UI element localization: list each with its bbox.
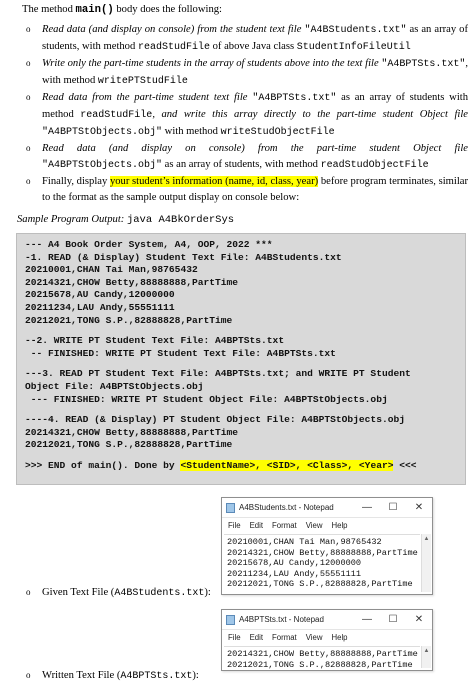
sample-output-label — [17, 214, 234, 226]
maximize-icon[interactable]: ☐ — [388, 502, 398, 513]
console-output — [16, 233, 466, 485]
notepad-window-ptsts[interactable] — [221, 609, 433, 671]
task-text: of above Java class — [209, 40, 297, 52]
task-text: as an array of students with method — [42, 92, 469, 120]
console-block-1: --- A4 Book Order System, A4, OOP, 2022 *** -1. READ (& Display) Student Text File: A4BStudents.txt 20210001,CHAN Tai Man,98765432 20214321,CHOW Betty,88888888,PartTime 20215678,AU Candy,12000000 20211234,LAU Andy,55551111 20212021,TONG S.P.,82888828,PartTime — [25, 239, 342, 326]
notepad-menubar — [222, 518, 432, 533]
task-item — [22, 90, 468, 140]
class-name: StudentInfoFileUtil — [296, 41, 411, 53]
file-name: "A4BStudents.txt" — [304, 25, 407, 36]
sample-label-text: Sample Program Output: — [17, 214, 127, 225]
notepad-text-area[interactable] — [224, 646, 420, 668]
bullet-mark: o — [26, 143, 31, 154]
task-item — [22, 174, 468, 205]
console-block-2: --2. WRITE PT Student Text File: A4BPTSts.txt -- FINISHED: WRITE PT Student Text File: A4BPTSts.txt — [25, 335, 336, 359]
caption-file: A4BPTSts.txt — [120, 671, 193, 682]
menu-help[interactable]: Help — [331, 633, 348, 642]
intro-post: body does the following: — [113, 4, 222, 15]
menu-view[interactable]: View — [305, 521, 323, 530]
menu-format[interactable]: Format — [272, 633, 297, 642]
file-name: "A4BPTSts.txt" — [381, 59, 466, 71]
task-item — [22, 56, 468, 89]
task-text: Read data from the part-time student text file — [42, 92, 253, 104]
notepad-text: 20210001,CHAN Tai Man,98765432 20214321,CHOW Betty,88888888,PartTime 20215678,AU Candy,12000000 20211234,LAU Andy,55551111 20212021,TONG S.P.,82888828,PartTime — [227, 537, 418, 590]
minimize-icon[interactable]: — — [362, 614, 372, 625]
sample-command: java A4BkOrderSys — [126, 214, 235, 226]
task-text: Finally, display — [42, 176, 110, 188]
task-item — [22, 141, 468, 173]
task-text: before program terminates, similar to the format as the sample output display on console below: — [42, 176, 468, 203]
bullet-mark: o — [26, 587, 31, 597]
vertical-scrollbar[interactable] — [421, 534, 431, 592]
task-text: with method — [162, 125, 221, 137]
end-line-placeholder: <StudentName>, <SID>, <Class>, <Year> — [180, 459, 394, 471]
written-file-caption — [22, 670, 199, 682]
task-text: Write only the part-time students in the array of students above into the text file — [42, 58, 382, 70]
notepad-title: A4BStudents.txt - Notepad — [239, 503, 334, 512]
notepad-window-students[interactable] — [221, 497, 433, 595]
given-file-caption — [22, 587, 211, 599]
caption-file: A4BStudents.txt — [114, 588, 205, 599]
notepad-menubar — [222, 630, 432, 645]
task-text: , with method — [42, 58, 468, 86]
task-text: as an array of students, with method — [162, 158, 321, 170]
end-line-pre: >>> END of main(). Done by — [25, 459, 181, 471]
maximize-icon[interactable]: ☐ — [388, 614, 398, 625]
bullet-mark: o — [26, 24, 31, 34]
file-name: "A4BPTStObjects.obj" — [42, 126, 163, 138]
notepad-icon — [226, 503, 235, 513]
minimize-icon[interactable]: — — [362, 502, 372, 513]
close-icon[interactable]: ✕ — [414, 502, 424, 513]
caption-pre: Given Text File ( — [42, 587, 115, 598]
scroll-up-icon[interactable]: ▲ — [423, 648, 430, 654]
intro-line — [22, 4, 222, 16]
task-list — [22, 22, 468, 207]
menu-file[interactable]: File — [228, 521, 241, 530]
method-name: writeStudObjectFile — [220, 126, 335, 138]
menu-edit[interactable]: Edit — [249, 521, 264, 530]
menu-edit[interactable]: Edit — [249, 633, 264, 642]
task-text: Read data (and display on console) from the student text file — [42, 24, 305, 35]
menu-help[interactable]: Help — [331, 521, 348, 530]
notepad-text: 20214321,CHOW Betty,88888888,PartTime 20212021,TONG S.P.,82888828,PartTime — [227, 649, 418, 670]
method-name: readStudFile — [137, 41, 210, 53]
highlighted-text: your student’s information (name, id, class, year) — [109, 176, 319, 188]
menu-file[interactable]: File — [228, 633, 241, 642]
close-icon[interactable]: ✕ — [414, 614, 424, 625]
bullet-mark: o — [26, 92, 31, 103]
console-end-line — [25, 460, 457, 473]
task-text: , and write this array directly to the part-time student Object file — [152, 108, 468, 120]
console-block-3: ---3. READ PT Student Text File: A4BPTSts.txt; and WRITE PT Student Object File: A4BPTStObjects.obj --- FINISHED: WRITE PT Student Object File: A4BPTStObjects.obj — [25, 368, 411, 405]
notepad-text-area[interactable] — [224, 534, 420, 592]
menu-view[interactable]: View — [305, 633, 323, 642]
file-name: "A4BPTSts.txt" — [252, 93, 337, 105]
task-text: Read data (and display on console) from the part-time student Object file — [42, 143, 468, 155]
intro-pre: The method — [22, 4, 76, 15]
notepad-title: A4BPTSts.txt - Notepad — [239, 615, 324, 624]
console-block-4: ----4. READ (& Display) PT Student Object File: A4BPTStObjects.obj 20214321,CHOW Betty,88888888,PartTime 20212021,TONG S.P.,82888828,PartTime — [25, 414, 405, 451]
method-name: writePTStudFile — [97, 75, 188, 87]
notepad-titlebar[interactable] — [222, 498, 432, 518]
task-text: as an array of students, with method — [42, 24, 468, 52]
main-method: main() — [75, 4, 114, 16]
method-name: readStudObjectFile — [320, 159, 429, 171]
method-name: readStudFile — [80, 109, 153, 121]
caption-pre: Written Text File ( — [42, 670, 121, 681]
caption-post: ): — [204, 587, 211, 598]
menu-format[interactable]: Format — [272, 521, 297, 530]
file-name: "A4BPTStObjects.obj" — [42, 159, 163, 171]
bullet-mark: o — [26, 670, 31, 680]
bullet-mark: o — [26, 58, 31, 69]
bullet-mark: o — [26, 176, 31, 187]
notepad-titlebar[interactable] — [222, 610, 432, 630]
scroll-up-icon[interactable]: ▲ — [423, 536, 430, 542]
task-item — [22, 22, 468, 55]
caption-post: ): — [192, 670, 199, 681]
vertical-scrollbar[interactable] — [421, 646, 431, 668]
end-line-post: <<< — [393, 459, 417, 471]
notepad-icon — [226, 615, 235, 625]
